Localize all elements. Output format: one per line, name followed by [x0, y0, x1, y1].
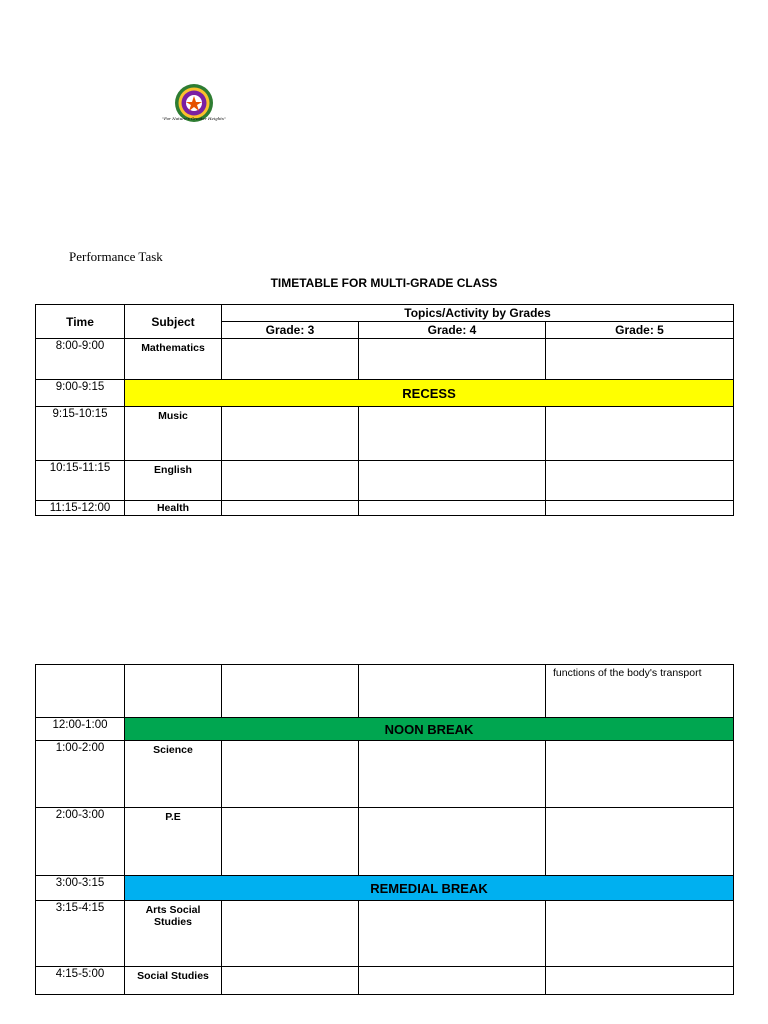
- table-row: [36, 339, 734, 380]
- time-cell: 12:00-1:00: [36, 718, 125, 741]
- subject-cell: Music: [125, 407, 222, 461]
- grade-5-cell: [546, 501, 734, 516]
- grade-3-cell: [222, 407, 359, 461]
- grade-5-cell: [546, 901, 734, 967]
- timetable-part-1: [35, 304, 734, 516]
- table-row: [36, 380, 734, 407]
- grade-5-cell: [546, 967, 734, 995]
- time-cell: 2:00-3:00: [36, 808, 125, 876]
- header-grade-4: Grade: 4: [359, 322, 546, 339]
- noon-break-band: NOON BREAK: [125, 718, 734, 741]
- table-row: [36, 808, 734, 876]
- recess-band: RECESS: [125, 380, 734, 407]
- seal-motto: "For Nature's Greater Heights": [162, 116, 226, 121]
- grade-4-cell: [359, 967, 546, 995]
- grade-3-cell: [222, 665, 359, 718]
- time-cell: 3:00-3:15: [36, 876, 125, 901]
- subject-cell: Science: [125, 741, 222, 808]
- grade-4-cell: [359, 665, 546, 718]
- grade-5-cell: [546, 339, 734, 380]
- grade-4-cell: [359, 339, 546, 380]
- subject-cell: Arts Social Studies: [125, 901, 222, 967]
- header-grade-5: Grade: 5: [546, 322, 734, 339]
- grade-3-cell: [222, 501, 359, 516]
- subject-cell: Mathematics: [125, 339, 222, 380]
- table-row: [36, 407, 734, 461]
- grade-5-continued-note: functions of the body's transport: [546, 665, 734, 718]
- header-grade-3: Grade: 3: [222, 322, 359, 339]
- grade-4-cell: [359, 407, 546, 461]
- grade-3-cell: [222, 339, 359, 380]
- grade-5-cell: [546, 461, 734, 501]
- grade-3-cell: [222, 901, 359, 967]
- header-time: Time: [36, 305, 125, 339]
- time-cell: [36, 665, 125, 718]
- grade-4-cell: [359, 808, 546, 876]
- table-row: [36, 718, 734, 741]
- table-row: [36, 741, 734, 808]
- grade-3-cell: [222, 967, 359, 995]
- subject-cell: [125, 665, 222, 718]
- table-row: [36, 665, 734, 718]
- time-cell: 1:00-2:00: [36, 741, 125, 808]
- time-cell: 8:00-9:00: [36, 339, 125, 380]
- grade-5-cell: [546, 741, 734, 808]
- document-title: TIMETABLE FOR MULTI-GRADE CLASS: [270, 276, 498, 290]
- subject-cell: P.E: [125, 808, 222, 876]
- grade-5-cell: [546, 808, 734, 876]
- task-title: Performance Task: [69, 249, 163, 264]
- time-cell: 11:15-12:00: [36, 501, 125, 516]
- subject-cell: Health: [125, 501, 222, 516]
- table-row: [36, 461, 734, 501]
- subject-cell: English: [125, 461, 222, 501]
- grade-3-cell: [222, 808, 359, 876]
- table-row: [36, 501, 734, 516]
- time-cell: 9:00-9:15: [36, 380, 125, 407]
- grade-4-cell: [359, 501, 546, 516]
- grade-5-cell: [546, 407, 734, 461]
- grade-4-cell: [359, 901, 546, 967]
- time-cell: 3:15-4:15: [36, 901, 125, 967]
- subject-cell: Social Studies: [125, 967, 222, 995]
- header-subject: Subject: [125, 305, 222, 339]
- header-topics: Topics/Activity by Grades: [222, 305, 734, 322]
- table-row: [36, 901, 734, 967]
- grade-4-cell: [359, 741, 546, 808]
- grade-4-cell: [359, 461, 546, 501]
- table-row: [36, 967, 734, 995]
- time-cell: 9:15-10:15: [36, 407, 125, 461]
- table-row: [36, 876, 734, 901]
- grade-3-cell: [222, 461, 359, 501]
- time-cell: 4:15-5:00: [36, 967, 125, 995]
- time-cell: 10:15-11:15: [36, 461, 125, 501]
- timetable-part-2: [35, 664, 734, 995]
- grade-3-cell: [222, 741, 359, 808]
- remedial-break-band: REMEDIAL BREAK: [125, 876, 734, 901]
